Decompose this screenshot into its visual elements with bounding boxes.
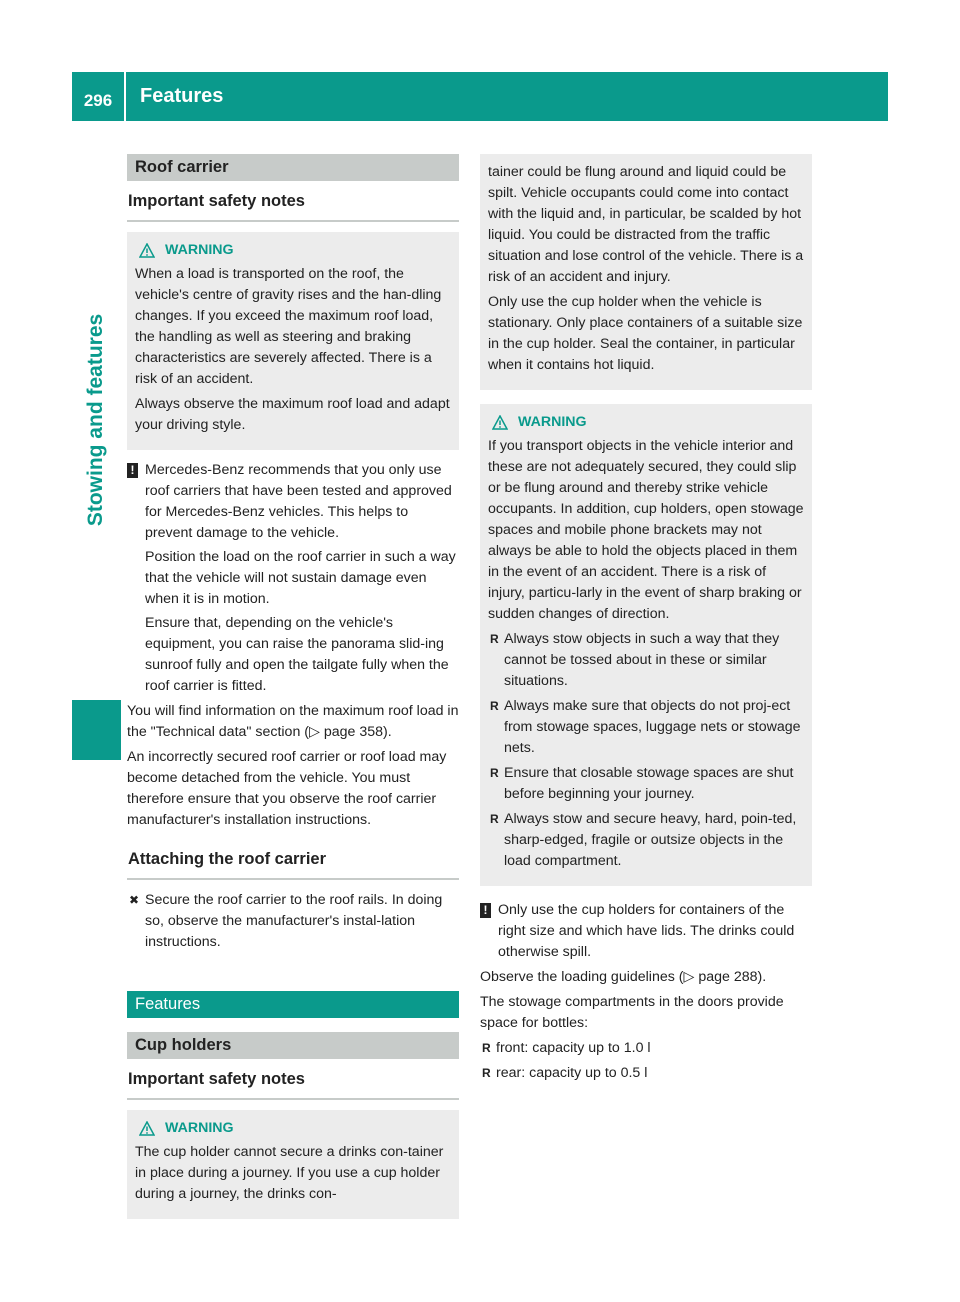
- section-bar-features: Features: [127, 991, 459, 1018]
- list-item: R rear: capacity up to 0.5 l: [480, 1063, 812, 1084]
- warning-triangle-icon: [139, 243, 155, 258]
- note-text: Position the load on the roof carrier in such a way that the vehicle will not sustain damage even when it is in motion.: [145, 549, 456, 607]
- warning-box-objects: [480, 404, 812, 886]
- bottle-capacity-list: [480, 1038, 812, 1084]
- body-text: An incorrectly secured roof carrier or roof load may become detached from the vehicle. You must therefore ensure that you observe the roof carrier manufacturer's installation instructions.: [127, 749, 447, 828]
- left-column: [127, 154, 459, 1229]
- subheading-attaching: Attaching the roof carrier: [127, 835, 459, 880]
- warning-box: [127, 232, 459, 450]
- body-text: Observe the loading guidelines (▷ page 288).: [480, 969, 767, 985]
- exclamation-icon: !: [480, 903, 491, 918]
- warning-title: WARNING: [135, 240, 451, 261]
- warning-bullet-list: [488, 629, 804, 872]
- warning-text: tainer could be flung around and liquid could be spilt. Vehicle occupants could come into contact with the liquid and, in particular, be scalded by hot liquid. You could be distracted from the traffic situation and lose control of the vehicle. There is a risk of an accident and injury.: [488, 164, 804, 285]
- exclamation-icon: !: [127, 463, 138, 478]
- warning-triangle-icon: [139, 1121, 155, 1136]
- chapter-title: Features: [140, 85, 224, 107]
- list-item: R front: capacity up to 1.0 l: [480, 1038, 812, 1059]
- note-block: [127, 460, 459, 697]
- note-text: Only use the cup holders for containers of the right size and which have lids. The drinks could otherwise spill.: [498, 902, 795, 960]
- note-text: Ensure that, depending on the vehicle's equipment, you can raise the panorama slid-ing sunroof fully and open the tailgate fully when the roof carrier is fitted.: [145, 615, 449, 694]
- note-text: Mercedes-Benz recommends that you only use roof carriers that have been tested and approved for Mercedes-Benz vehicles. This helps to prevent damage to the vehicle.: [145, 462, 452, 541]
- side-chapter-label: Stowing and features: [84, 313, 108, 527]
- warning-text: When a load is transported on the roof, the vehicle's centre of gravity rises and the han-dling changes. If you exceed the maximum roof load, the handling as well as steering and braking characteristics are severely affected. There is a risk of an accident.: [135, 266, 442, 387]
- warning-title: WARNING: [488, 412, 804, 433]
- warning-title: WARNING: [135, 1118, 451, 1139]
- warning-text: If you transport objects in the vehicle interior and these are not adequately secured, they could slip or be flung around and thereby strike vehicle occupants. In addition, cup holders, open stowage spaces and mobile phone brackets may not always be able to hold the objects placed in them in the event of an accident. There is a risk of injury, particu-larly in the event of sharp braking or sudden changes of direction.: [488, 438, 804, 622]
- list-item: R Always stow and secure heavy, hard, poin-ted, sharp-edged, fragile or outsize objects in the load compartment.: [488, 809, 804, 872]
- warning-triangle-icon: [492, 415, 508, 430]
- subheading-safety-notes-2: Important safety notes: [127, 1059, 459, 1100]
- subheading-safety-notes: Important safety notes: [127, 181, 459, 222]
- list-item: R Always stow objects in such a way that they cannot be tossed about in these or similar situations.: [488, 629, 804, 692]
- body-text: The stowage compartments in the doors provide space for bottles:: [480, 994, 784, 1031]
- instruction-step: ✖ Secure the roof carrier to the roof rails. In doing so, observe the manufacturer's instal-lation instructions.: [129, 892, 443, 950]
- warning-box-cup-holder: [127, 1110, 459, 1219]
- warning-text: The cup holder cannot secure a drinks con-tainer in place during a journey. If you use a cup holder during a journey, the drinks con-: [135, 1144, 444, 1202]
- page-header: [72, 72, 888, 121]
- section-bar-roof-carrier: Roof carrier: [127, 154, 459, 181]
- step-arrow-icon: ✖: [129, 893, 140, 907]
- body-text: You will find information on the maximum roof load in the "Technical data" section (▷ page 358).: [127, 703, 459, 740]
- right-column: [480, 154, 812, 1088]
- side-tab-marker: [72, 700, 121, 760]
- page-number: 296: [72, 72, 126, 121]
- side-chapter-tab: [72, 140, 121, 700]
- section-bar-cup-holders: Cup holders: [127, 1032, 459, 1059]
- warning-text: Always observe the maximum roof load and adapt your driving style.: [135, 396, 450, 433]
- note-block: [480, 900, 812, 963]
- list-item: R Always make sure that objects do not proj-ect from stowage spaces, luggage nets or stowage nets.: [488, 696, 804, 759]
- list-item: R Ensure that closable stowage spaces are shut before beginning your journey.: [488, 763, 804, 805]
- warning-box-continued: [480, 154, 812, 390]
- warning-text: Only use the cup holder when the vehicle is stationary. Only place containers of a suitable size in the cup holder. Seal the container, in particular when it contains hot liquid.: [488, 294, 803, 373]
